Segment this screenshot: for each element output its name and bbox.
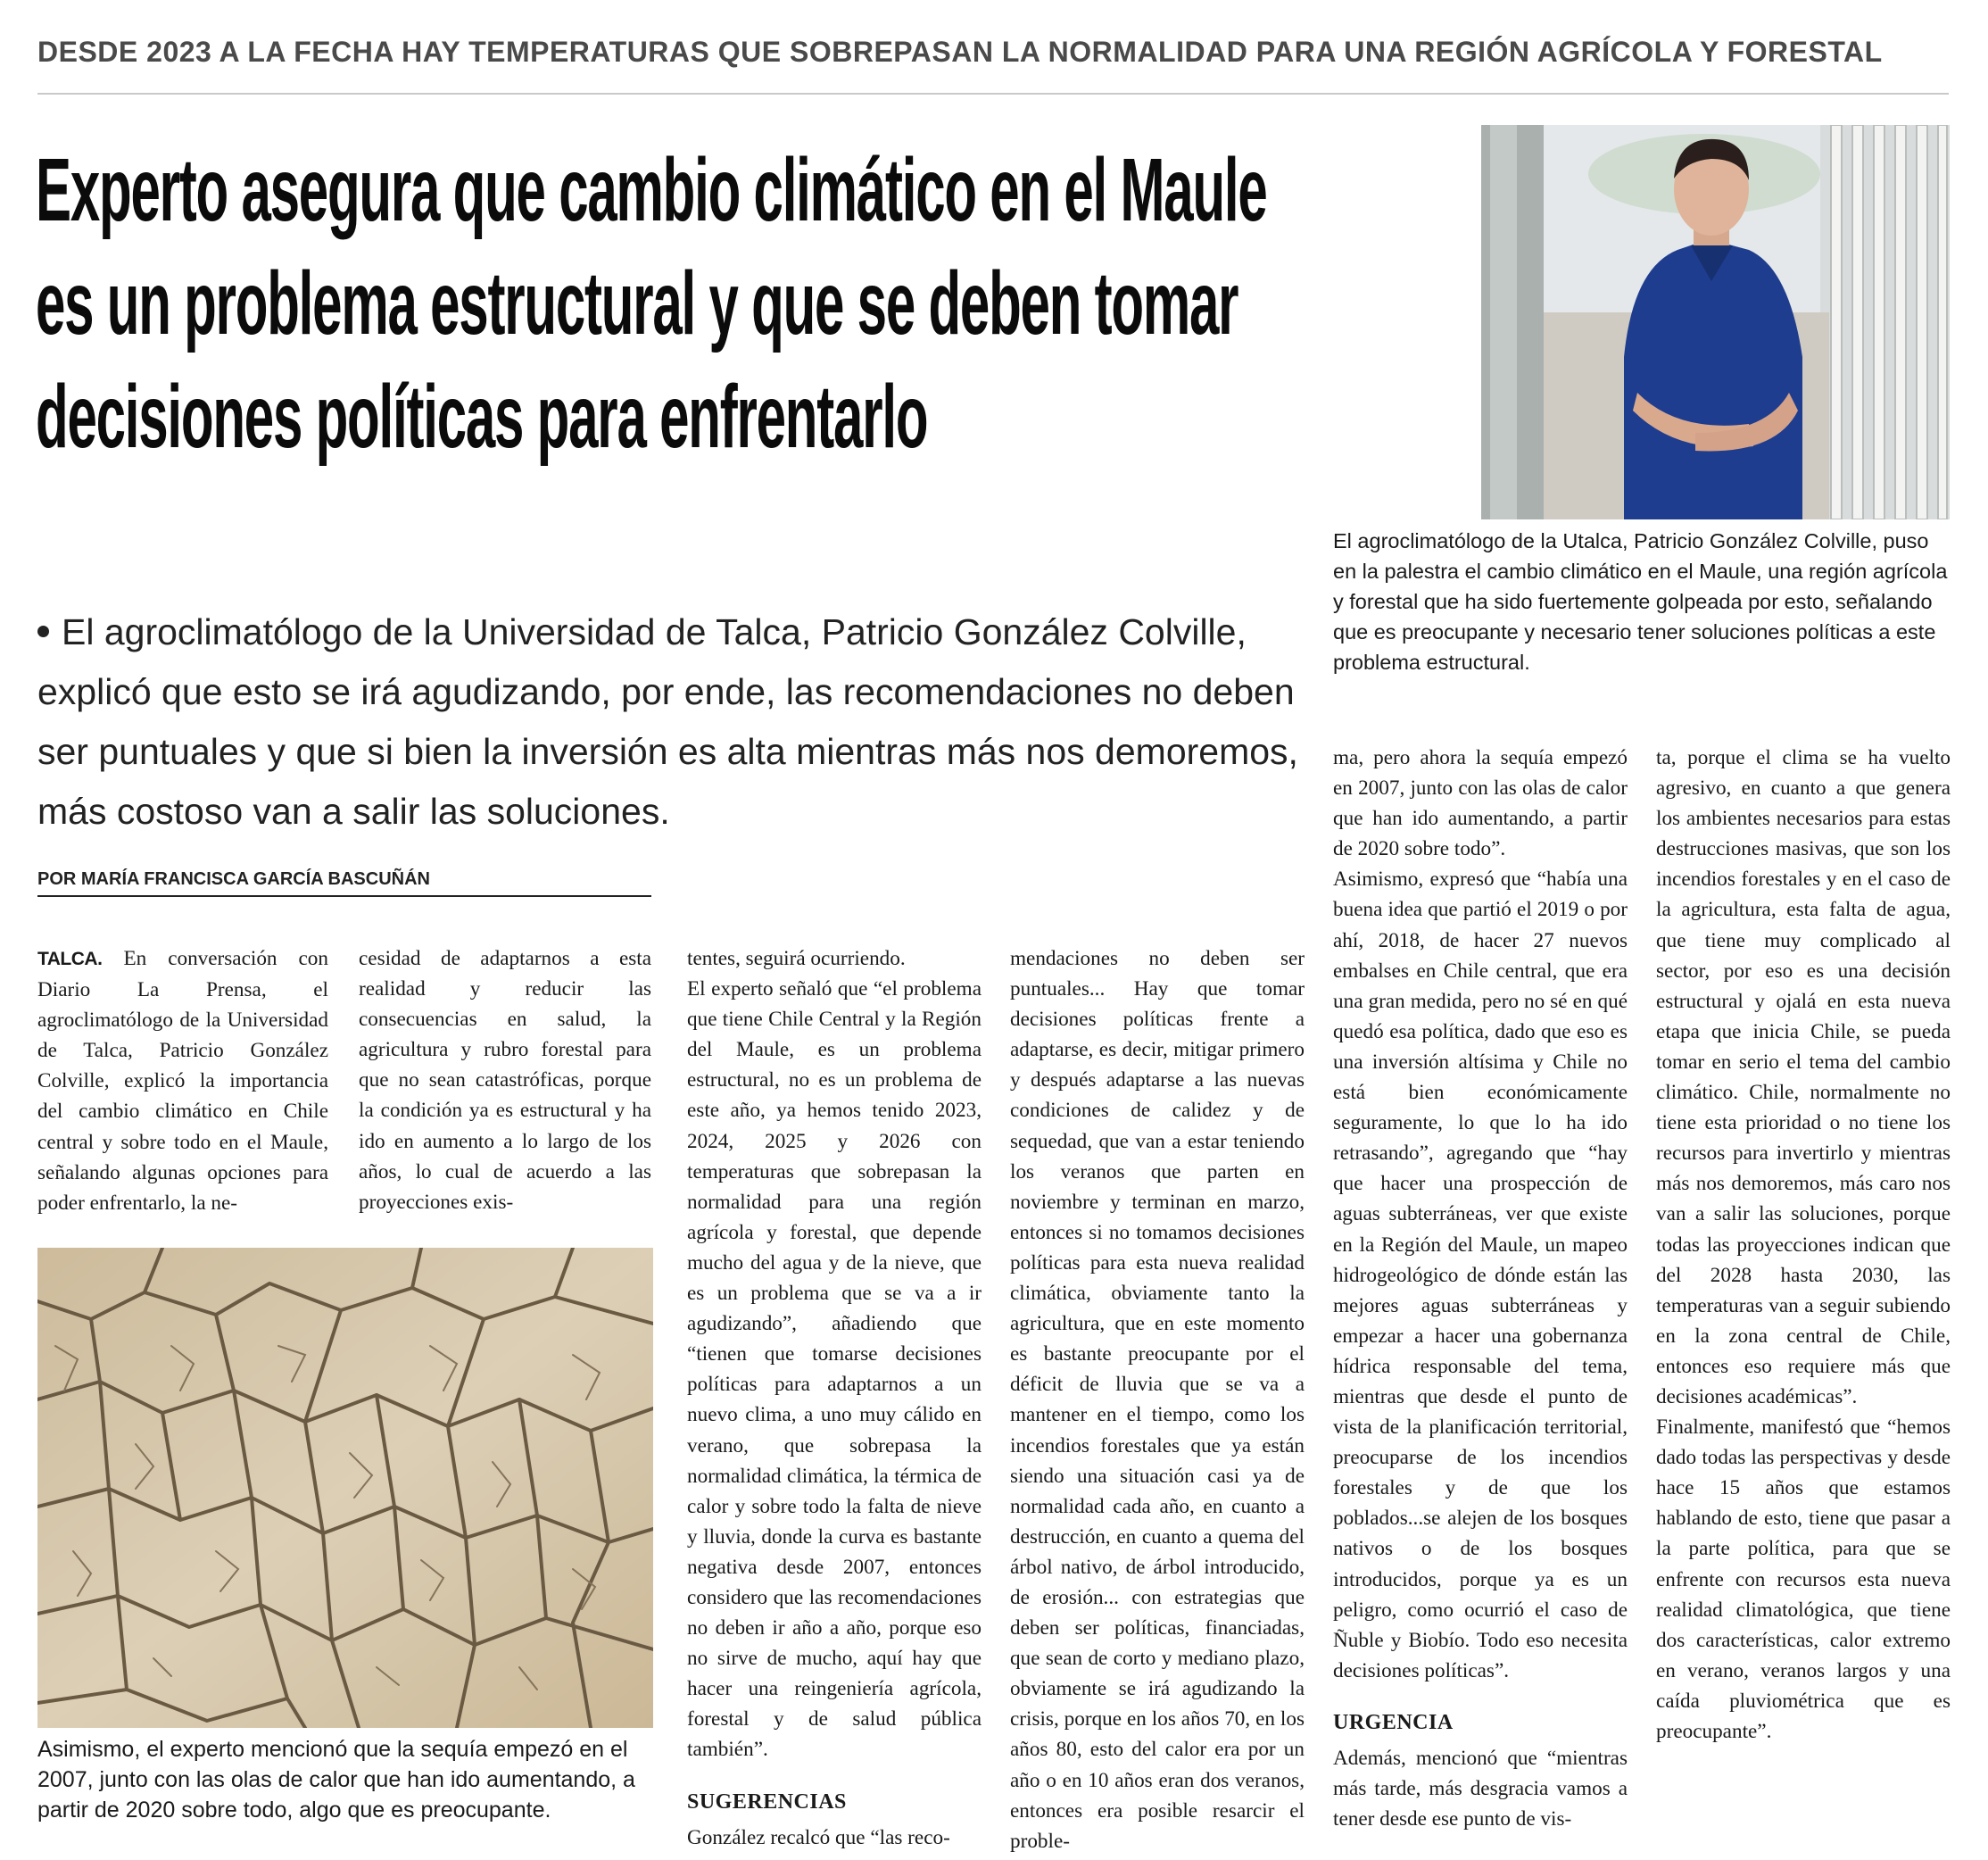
portrait-caption: El agroclimatólogo de la Utalca, Patricio González Colville, puso en la palestra el cambio climático en el Maule, una región agrícola y forestal que ha sido fuertemente golpeada por esto, señalando que es preocupante y necesario tener soluciones políticas a este problema estructural. <box>1333 529 1948 674</box>
headline-line-3: decisiones políticas para enfrentarlo <box>36 367 928 467</box>
headline-line-1: Experto asegura que cambio climático en el Maule <box>36 140 1267 240</box>
column-5-paragraph-2: Asimismo, expresó que “había una buena idea que partió el 2019 o por ahí, 2018, de hacer 27 nuevos embalses en Chile central, que era una gran medida, pero no sé en qué quedó esa política, dado que eso es una inversión altísima y Chile no está bien económicamente seguramente, lo que lo ha ido retrasando”, agregando que “hay que hacer una prospección de aguas subterráneas, ver que existe en la Región del Maule, un mapeo hidrogeológico de dónde están las mejores aguas subterráneas y empezar a hacer una gobernanza hídrica responsable del tema, mientras que desde el punto de vista de la planificación territorial, preocuparse de los incendios forestales y de que los poblados...se alejen de los bosques nativos o de los bosques introducidos, porque ya es un peligro, como ocurrió el caso de Ñuble y Biobío. Todo eso necesita decisiones políticas”. <box>1333 868 1628 1682</box>
column-6-paragraph-1: ta, porque el clima se ha vuelto agresivo, en cuanto a que genera los ambientes necesarios para estas destrucciones masivas, que son los incendios forestales y en el caso de la agricultura, esta falta de agua, que tiene muy complicado al sector, por eso es una decisión estructural y ojalá en esta nueva etapa que inicia Chile, se pueda tomar en serio el tema del cambio climático. Chile, normalmente no tiene esta prioridad o no tiene los recursos para invertirlo y mientras más nos demoremos, más caro nos van a salir las soluciones, porque todas las proyecciones indican que del 2028 hasta 2030, las temperaturas van a seguir subiendo en la zona central de Chile, entonces eso requiere más que decisiones académicas”. <box>1656 746 1951 1408</box>
article-column-3 <box>687 943 982 1853</box>
column-6-paragraph-2: Finalmente, manifestó que “hemos dado todas las perspectivas y desde hace 15 años que estamos hablando de esto, tiene que pasar a la parte política, para que se enfrente con recursos esta nueva realidad climatológica, que tiene dos características, calor extremo en verano, veranos largos y una caída pluviométrica que es preocupante”. <box>1656 1416 1951 1743</box>
byline: POR MARÍA FRANCISCA GARCÍA BASCUÑÁN <box>37 869 430 889</box>
byline-divider <box>37 895 651 897</box>
bullet-icon <box>37 626 49 637</box>
column-3-paragraph-1: tentes, seguirá ocurriendo. <box>687 947 906 970</box>
article-column-6 <box>1656 743 1951 1747</box>
article-column-2 <box>359 943 651 1217</box>
kicker-divider <box>37 93 1949 95</box>
portrait-photo <box>1481 125 1950 519</box>
article-column-4 <box>1010 943 1305 1856</box>
article-column-1 <box>37 943 328 1218</box>
subheading-sugerencias: SUGERENCIAS <box>687 1789 847 1814</box>
column-4-text: mendaciones no deben ser puntuales... Hay que tomar decisiones políticas frente a adaptarse, es decir, mitigar primero y después adaptarse a las nuevas condiciones de calidez y de sequedad, que van a estar teniendo los veranos que parten en noviembre y terminan en marzo, entonces si no tomamos decisiones políticas para esta nueva realidad climática, obviamente tanto la agricultura, que en este momento es bastante preocupante por el déficit de lluvia que se va a mantener en el tiempo, como los incendios forestales que ya están siendo una situación casi ya de normalidad cada año, en cuanto a destrucción, en cuanto a quema del árbol nativo, de árbol introducido, de erosión... con estrategias que deben ser políticas, financiadas, que sean de corto y mediano plazo, obviamente se irá agudizando la crisis, porque en los años 70, en los años 80, esto del calor era por un año o en 10 años eran dos veranos, entonces era posible resarcir el proble- <box>1010 947 1305 1853</box>
column-2-text: cesidad de adaptarnos a esta realidad y reducir las consecuencias en salud, la agricultura y rubro forestal para que no sean catastróficas, porque la condición ya es estructural y ha ido en aumento a lo largo de los años, lo cual de acuerdo a las proyecciones exis- <box>359 947 651 1214</box>
subhead <box>37 602 1305 842</box>
headline <box>36 134 1331 474</box>
portrait-illustration <box>1481 125 1950 519</box>
dateline: TALCA. <box>37 949 103 969</box>
kicker: DESDE 2023 A LA FECHA HAY TEMPERATURAS QUE SOBREPASAN LA NORMALIDAD PARA UNA REGIÓN AGRÍCOLA Y FORESTAL <box>37 36 1883 68</box>
drought-caption: Asimismo, el experto mencionó que la sequía empezó en el 2007, junto con las olas de calor que han ido aumentando, a partir de 2020 sobre todo, algo que es preocupante. <box>37 1737 635 1823</box>
column-3-paragraph-2: El experto señaló que “el problema que tiene Chile Central y la Región del Maule, es un problema estructural, no es un problema de este año, ya hemos tenido 2023, 2024, 2025 y 2026 con temperaturas que sobrepasan la normalidad para una región agrícola y forestal, que depende mucho del agua y de la nieve, que es un problema que se va a ir agudizando”, añadiendo que “tienen que tomarse decisiones políticas para adaptarnos a un nuevo clima, a uno muy cálido en verano, que sobrepasa la normalidad climática, la térmica de calor y sobre todo la falta de nieve y lluvia, donde la curva es bastante negativa desde 2007, entonces considero que las recomendaciones no deben ir año a año, porque eso no sirve de mucho, aquí hay que hacer una reingeniería agrícola, forestal y de salud pública también”. <box>687 977 982 1762</box>
column-5-paragraph-1: ma, pero ahora la sequía empezó en 2007, junto con las olas de calor que han ido aumentando, a partir de 2020 sobre todo”. <box>1333 746 1628 861</box>
article-column-5 <box>1333 743 1628 1834</box>
column-5-paragraph-3: Además, mencionó que “mientras más tarde, más desgracia vamos a tener desde ese punto de vis- <box>1333 1747 1628 1831</box>
column-1-text: En conversación con Diario La Prensa, el agroclimatólogo de la Universidad de Talca, Patricio González Colville, explicó la importancia del cambio climático en Chile central y sobre todo en el Maule, señalando algunas opciones para poder enfrentarlo, la ne- <box>37 947 328 1215</box>
subheading-urgencia: URGENCIA <box>1333 1710 1454 1734</box>
headline-line-2: es un problema estructural y que se deben tomar <box>36 253 1238 353</box>
drought-photo <box>37 1248 653 1728</box>
cracked-earth-illustration <box>37 1248 653 1728</box>
subhead-text: El agroclimatólogo de la Universidad de Talca, Patricio González Colville, explicó que esto se irá agudizando, por ende, las recomendaciones no deben ser puntuales y que si bien la inversión es alta mientras más nos demoremos, más costoso van a salir las soluciones. <box>37 611 1298 832</box>
column-3-paragraph-3: González recalcó que “las reco- <box>687 1825 950 1849</box>
